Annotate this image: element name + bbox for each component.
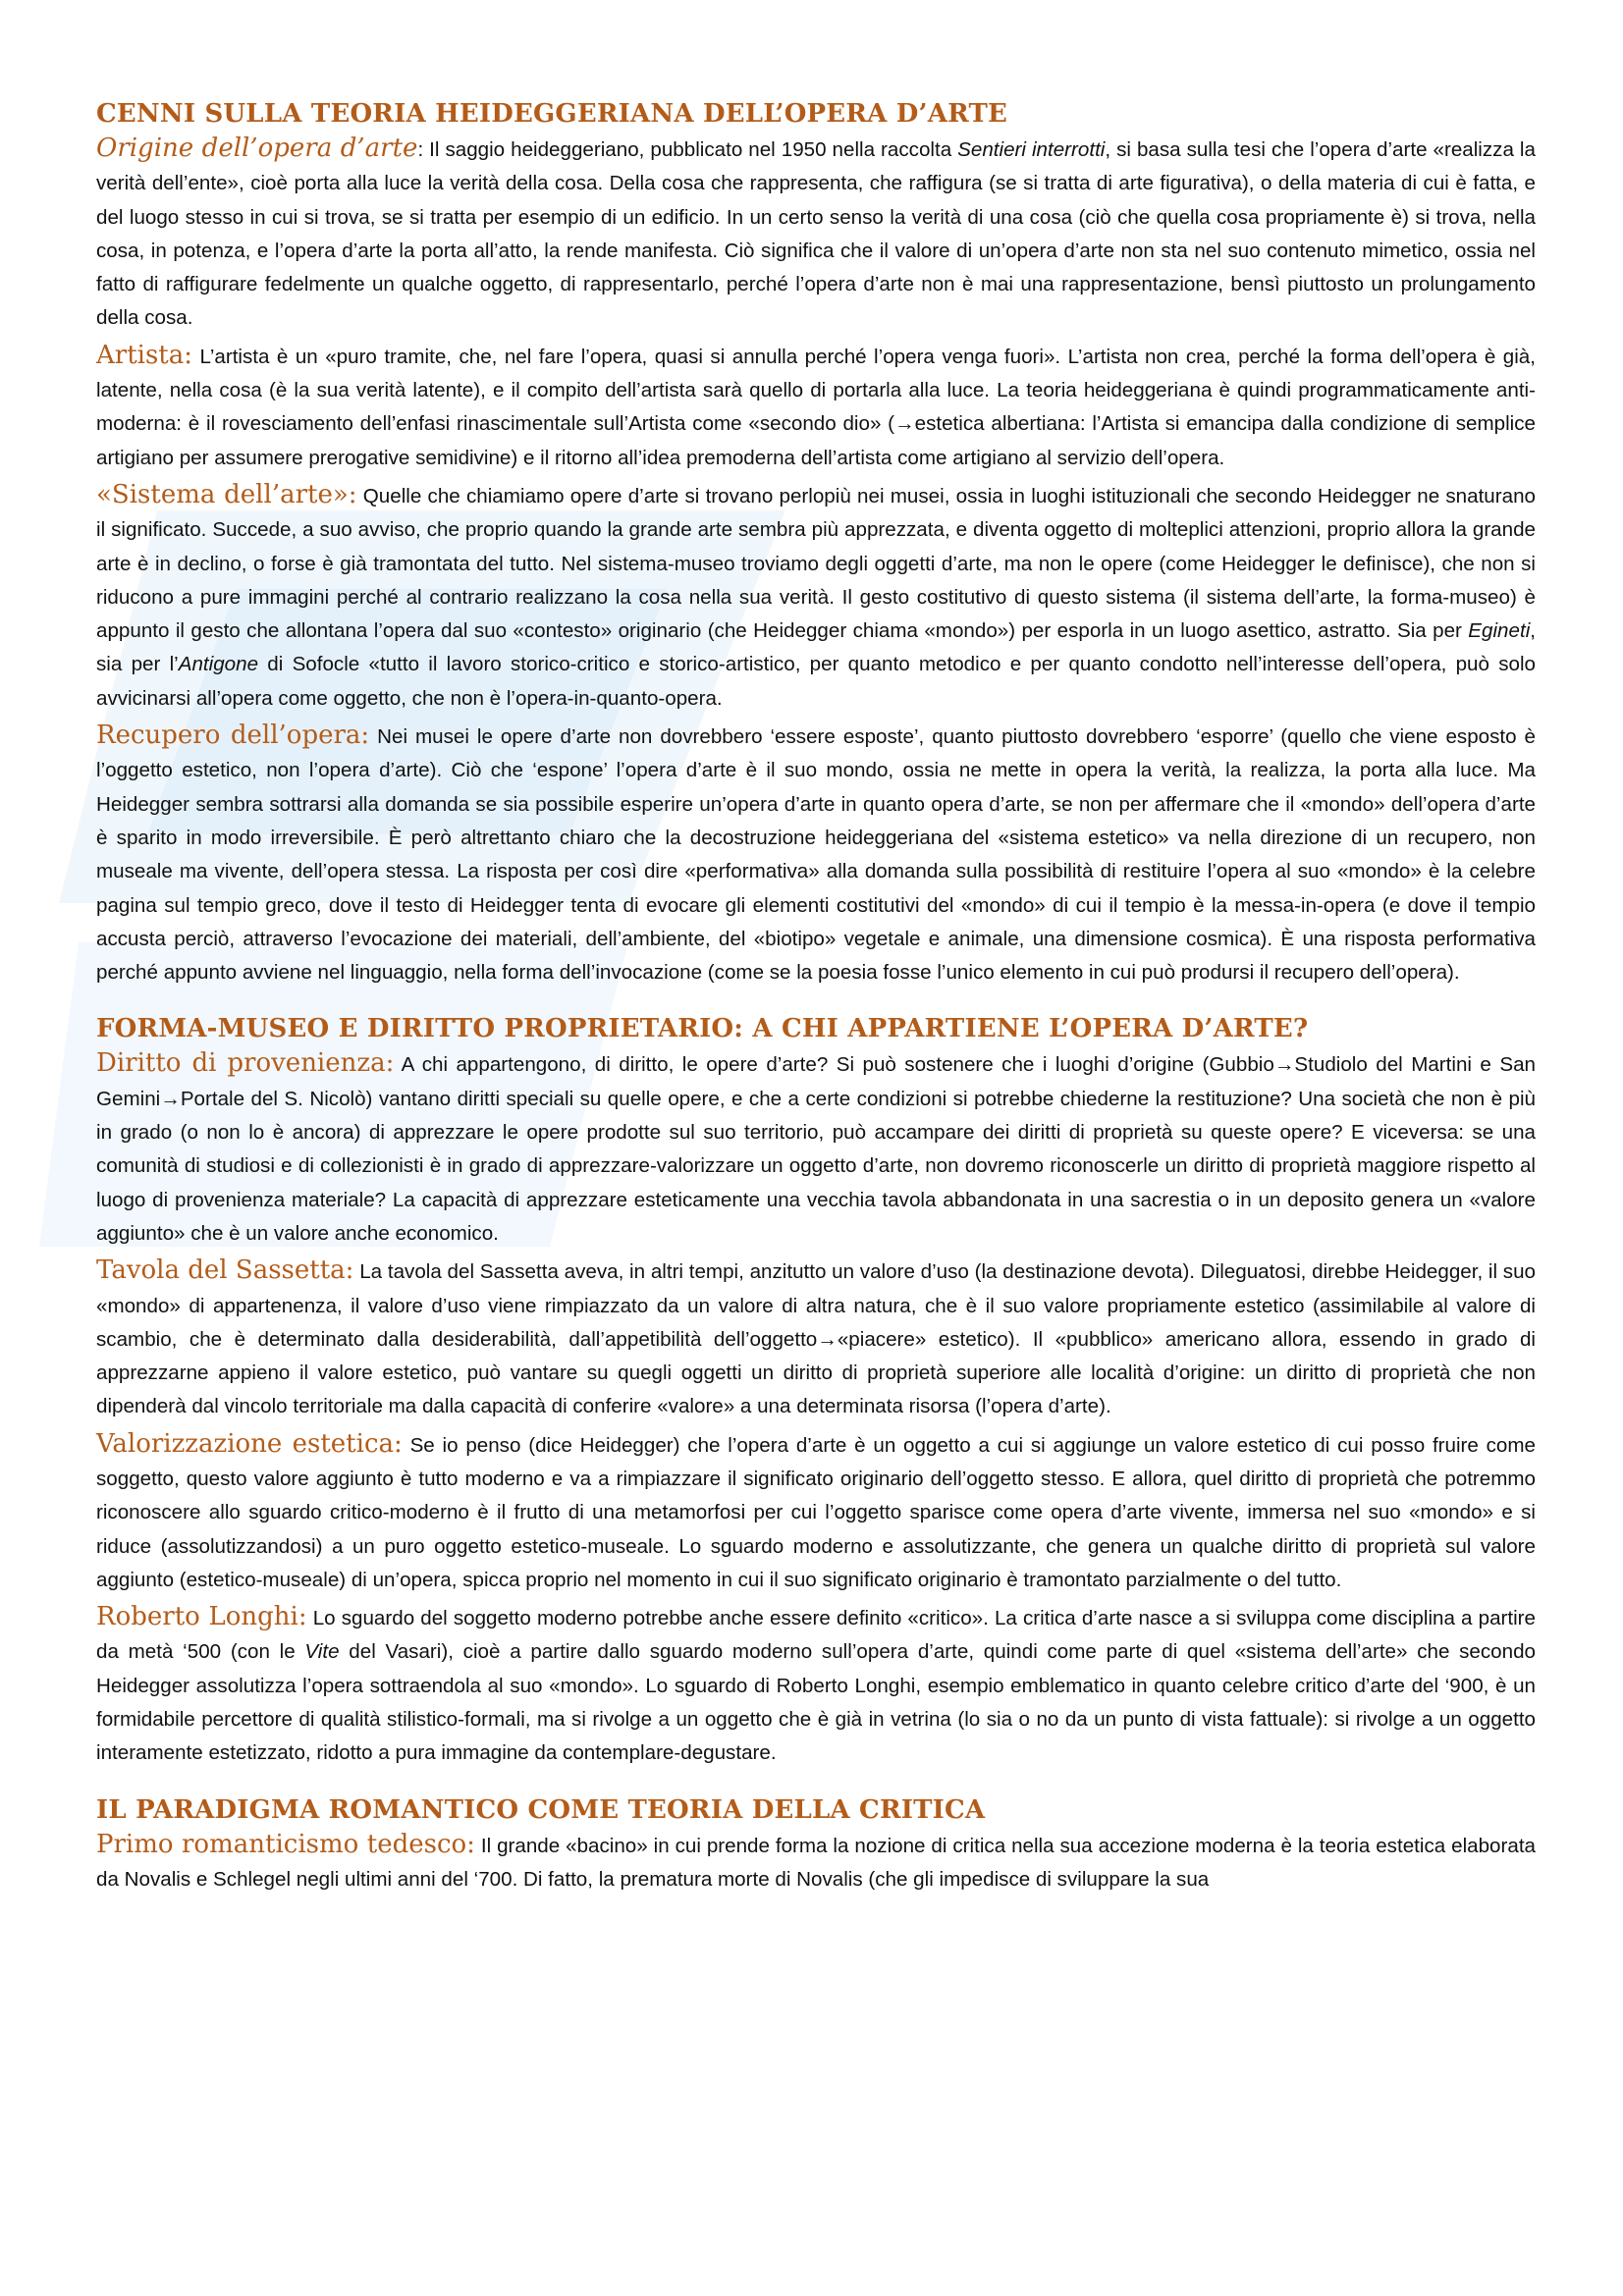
keyword-recupero: Recupero dell’opera: — [96, 721, 370, 751]
paragraph-sistema: «Sistema dell’arte»: Quelle che chiamiamo opere d’arte si trovano perlopiù nei musei, ossia in luoghi istituzionali che secondo Heidegger ne snaturano il significato. Succede, a suo avviso, che proprio quando la grande arte sembra più apprezzata, e diventa oggetto di molteplici attenzioni, proprio allora la grande arte è in declino, o forse è già tramontata del tutto. Nel sistema-museo troviamo degli oggetti d’arte, ma non le opere (come Heidegger le definisce), che non si riducono a pure immagini perché al contrario realizzano la cosa nella sua verità. Il gesto costitutivo di questo sistema (il sistema dell’arte, la forma-museo) è appunto il gesto che allontana l’opera dal suo «contesto» originario (che Heidegger chiama «mondo») per esporla in un luogo asettico, astratto. Sia per Egineti, sia per l’Antigone di Sofocle «tutto il lavoro storico-critico e storico-artistico, per quanto metodico e per quanto condotto nell’interesse dell’opera, può solo avvicinarsi all’opera come oggetto, che non è l’opera-in-quanto-opera. — [96, 479, 1536, 710]
keyword-origine: Origine dell’opera d’arte — [96, 133, 418, 163]
keyword-romanticismo: Primo romanticismo tedesco: — [96, 1829, 475, 1859]
paragraph-romanticismo: Primo romanticismo tedesco: Il grande «bacino» in cui prende forma la nozione di critica nella sua accezione moderna è la teoria estetica elaborata da Novalis e Schlegel negli ultimi anni del ‘700. Di fatto, la prematura morte di Novalis (che gli impedisce di sviluppare la sua — [96, 1829, 1536, 1891]
paragraph-valorizzazione: Valorizzazione estetica: Se io penso (dice Heidegger) che l’opera d’arte è un oggetto a cui si aggiunge un valore estetico di cui posso fruire come soggetto, questo valore aggiunto è tutto moderno e va a rimpiazzare il significato originario dell’oggetto stesso. E allora, quel diritto di proprietà che potremmo riconoscere allo sguardo critico-moderno è il frutto di una metamorfosi per cui l’oggetto sparisce come opera d’arte vivente, immersa nel suo «mondo» e si riduce (assolutizzandosi) a un puro oggetto estetico-museale. Lo sguardo moderno e assolutizzante, che genera un qualche diritto di proprietà sul valore aggiunto (estetico-museale) di un’opera, spicca proprio nel momento in cui il suo significato originario è tramontato parzialmente o del tutto. — [96, 1428, 1536, 1591]
section-title-heidegger: CENNI SULLA TEORIA HEIDEGGERIANA DELL’OPERA D’ARTE — [96, 99, 1008, 129]
keyword-artista: Artista: — [96, 340, 193, 370]
document-page — [96, 96, 1536, 1899]
section-title-forma-museo: FORMA-MUSEO E DIRITTO PROPRIETARIO: A CHI APPARTIENE L’OPERA D’ARTE? — [96, 1014, 1309, 1044]
paragraph-artista: Artista: L’artista è un «puro tramite, che, nel fare l’opera, quasi si annulla perché l’opera venga fuori». L’artista non crea, perché la forma dell’opera è già, latente, nella cosa (è la sua verità latente), e il compito dell’artista sarà quello di portarla alla luce. La teoria heideggeriana è quindi programmaticamente anti-moderna: è il rovesciamento dell’enfasi rinascimentale sull’Artista come «secondo dio» (→estetica albertiana: l’Artista si emancipa dalla condizione di semplice artigiano per assumere prerogative semidivine) e il ritorno all’idea premoderna dell’artista come artigiano al servizio dell’opera. — [96, 340, 1536, 469]
paragraph-recupero: Recupero dell’opera: Nei musei le opere d’arte non dovrebbero ‘essere esposte’, quanto piuttosto dovrebbero ‘esporre’ (quello che viene esposto è l’oggetto estetico, non l’opera d’arte). Ciò che ‘espone’ l’opera d’arte è il suo mondo, ossia ne mette in opera la verità, la realizza, la porta alla luce. Ma Heidegger sembra sottrarsi alla domanda se sia possibile esperire un’opera d’arte in quanto opera d’arte, se non per affermare che il «mondo» dell’opera d’arte è sparito in modo irreversibile. È però altrettanto chiaro che la decostruzione heideggeriana del «sistema estetico» va nella direzione di un recupero, non museale ma vivente, dell’opera stessa. La risposta per così dire «performativa» alla domanda sulla possibilità di restituire l’opera al suo «mondo» è la celebre pagina sul tempio greco, dove il testo di Heidegger tenta di evocare gli elementi costitutivi del «mondo» di cui il tempio è la messa-in-opera (e dove il tempio accusta perciò, attraverso l’evocazione dei materiali, dell’ambiente, del «biotipo» vegetale e animale, una dimensione cosmica). È una risposta performativa perché appunto avviene nel linguaggio, nella forma dell’invocazione (come se la poesia fosse l’unico elemento in cui può prodursi il recupero dell’opera). — [96, 721, 1536, 985]
paragraph-diritto: Diritto di provenienza: A chi appartengono, di diritto, le opere d’arte? Si può sostenere che i luoghi d’origine (Gubbio→Studiolo del Martini e San Gemini→Portale del S. Nicolò) vantano diritti speciali su quelle opere, e che a certe condizioni si potrebbe chiederne la restituzione? Una società che non è più in grado (o non lo è ancora) di apprezzare le opere prodotte sul suo territorio, può accampare dei diritti di proprietà su queste opere? E viceversa: se una comunità di studiosi e di collezionisti è in grado di apprezzare-valorizzare un oggetto d’arte, non dovremo riconoscerle un diritto di proprietà maggiore rispetto al luogo di provenienza materiale? La capacità di apprezzare esteticamente una vecchia tavola abbandonata in una sacrestia o in un deposito genera un «valore aggiunto» che è un valore anche economico. — [96, 1048, 1536, 1245]
keyword-valorizzazione: Valorizzazione estetica: — [96, 1428, 403, 1459]
keyword-longhi: Roberto Longhi: — [96, 1602, 307, 1632]
keyword-sassetta: Tavola del Sassetta: — [96, 1255, 354, 1286]
section-title-romantico: IL PARADIGMA ROMANTICO COME TEORIA DELLA CRITICA — [96, 1794, 986, 1825]
keyword-diritto: Diritto di provenienza: — [96, 1048, 395, 1079]
paragraph-sassetta: Tavola del Sassetta: La tavola del Sassetta aveva, in altri tempi, anzitutto un valore d’uso (la destinazione devota). Dileguatosi, direbbe Heidegger, il suo «mondo» di appartenenza, il valore d’uso viene rimpiazzato da un valore di altra natura, che è il suo valore propriamente estetico (assimilabile al valore di scambio, che è determinato dalla desiderabilità, dall’appetibilità dell’oggetto→«piacere» estetico). Il «pubblico» americano allora, essendo in grado di apprezzarne appieno il valore estetico, può vantare su quegli oggetti un diritto di proprietà superiore alle località d’origine: un diritto di proprietà che non dipenderà dal vincolo territoriale ma dalla capacità di conferire «valore» a una determinata risorsa (l’opera d’arte). — [96, 1255, 1537, 1418]
paragraph-longhi: Roberto Longhi: Lo sguardo del soggetto moderno potrebbe anche essere definito «critico». La critica d’arte nasce a si sviluppa come disciplina a partire da metà ‘500 (con le Vite del Vasari), cioè a partire dallo sguardo moderno sull’opera d’arte, quindi come parte di quel «sistema dell’arte» che secondo Heidegger assolutizza l’opera sottraendola al suo «mondo». Lo sguardo di Roberto Longhi, esempio emblematico in quanto celebre critico d’arte del ‘900, è un formidabile percettore di qualità stilistico-formali, ma si rivolge a un oggetto che è già in vetrina (lo sia o no da un punto di vista fattuale): si rivolge a un oggetto interamente estetizzato, ridotto a pura immagine da contemplare-degustare. — [96, 1602, 1536, 1765]
keyword-sistema: «Sistema dell’arte»: — [96, 479, 357, 509]
paragraph-origine: Origine dell’opera d’arte: Il saggio heideggeriano, pubblicato nel 1950 nella raccolta Sentieri interrotti, si basa sulla tesi che l’opera d’arte «realizza la verità dell’ente», cioè porta alla luce la verità della cosa. Della cosa che rappresenta, che raffigura (se si tratta di arte figurativa), o della materia di cui è fatta, e del luogo stesso in cui si trova, se si tratta per esempio di un edificio. In un certo senso la verità di una cosa (ciò che quella cosa propriamente è) si trova, nella cosa, in potenza, e l’opera d’arte la porta all’atto, la rende manifesta. Ciò significa che il valore di un’opera d’arte non sta nel suo contenuto mimetico, ossia nel fatto di raffigurare fedelmente un qualche oggetto, di rappresentarlo, perché l’opera d’arte non è mai una rappresentazione, bensì piuttosto un prolungamento della cosa. — [96, 133, 1536, 330]
